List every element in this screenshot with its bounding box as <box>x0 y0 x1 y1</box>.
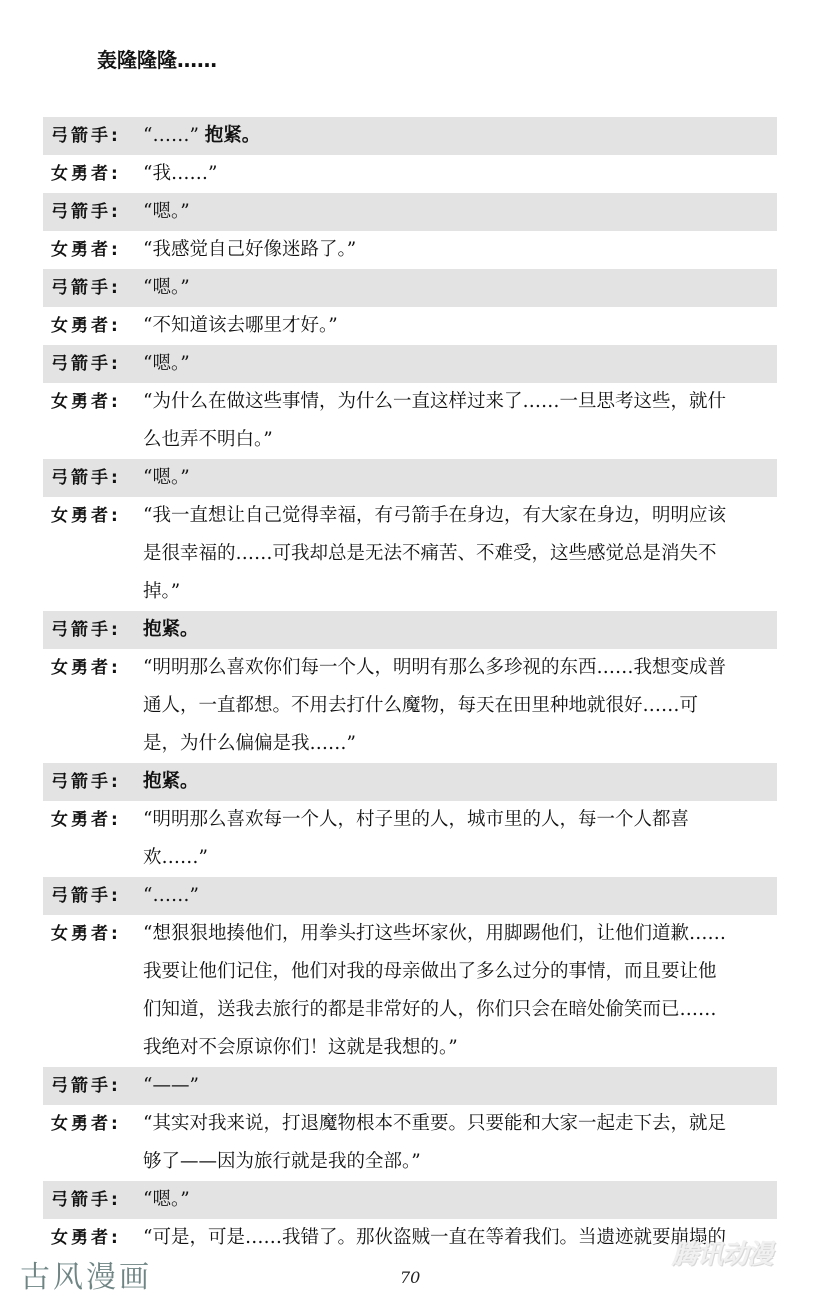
speech-line-text: “明明那么喜欢每一个人，村子里的人，城市里的人，每一个人都喜 <box>143 809 689 830</box>
speech-line <box>143 845 769 871</box>
scene-sound-effect: 轰隆隆隆…… <box>97 48 217 72</box>
speaker-label: 弓箭手: <box>51 772 121 792</box>
speaker-label: 女勇者: <box>51 240 121 260</box>
speech-line <box>143 275 769 301</box>
dialogue-row-heroine <box>43 1105 777 1181</box>
speaker-label: 弓箭手: <box>51 354 121 374</box>
speech-text <box>143 389 777 453</box>
speech-line <box>143 997 769 1023</box>
speech-line-text: 么也弄不明白。” <box>143 429 273 450</box>
speech-text <box>143 807 777 871</box>
speech-line <box>143 1111 769 1137</box>
speech-line <box>143 883 769 909</box>
speech-text <box>143 1187 777 1213</box>
speech-line-text: “——” <box>143 1075 199 1096</box>
speech-line <box>143 1035 769 1061</box>
speaker-label: 弓箭手: <box>51 468 121 488</box>
speech-text <box>143 769 777 795</box>
speech-line <box>143 351 769 377</box>
speaker-label: 弓箭手: <box>51 1190 121 1210</box>
speech-line-text: “可是，可是……我错了。那伙盗贼一直在等着我们。当遗迹就要崩塌的 <box>143 1227 726 1248</box>
speaker-label: 女勇者: <box>51 164 121 184</box>
speech-line-text: “我一直想让自己觉得幸福，有弓箭手在身边，有大家在身边，明明应该 <box>143 505 726 526</box>
speech-line-text: “嗯。” <box>143 467 190 488</box>
speech-line <box>143 237 769 263</box>
dialogue-list <box>43 117 777 1257</box>
speech-line <box>143 503 769 529</box>
speaker-label: 弓箭手: <box>51 278 121 298</box>
speech-line <box>143 731 769 757</box>
speech-text <box>143 883 777 909</box>
speaker-label: 女勇者: <box>51 810 121 830</box>
speech-text <box>143 921 777 1061</box>
stage-action: 抱紧。 <box>204 125 261 146</box>
speech-line-text: “想狠狠地揍他们，用拳头打这些坏家伙，用脚踢他们，让他们道歉…… <box>143 923 726 944</box>
speech-line <box>143 199 769 225</box>
speaker-label: 女勇者: <box>51 924 121 944</box>
speaker-label: 女勇者: <box>51 506 121 526</box>
speech-line-text: 通人，一直都想。不用去打什么魔物，每天在田里种地就很好……可 <box>143 695 699 716</box>
speech-text <box>143 617 777 643</box>
dialogue-row-heroine <box>43 383 777 459</box>
speech-line-text: “嗯。” <box>143 277 190 298</box>
speech-line <box>143 617 769 643</box>
speech-line <box>143 427 769 453</box>
speech-line <box>143 579 769 605</box>
speech-text <box>143 237 777 263</box>
speaker-label: 女勇者: <box>51 1114 121 1134</box>
speech-text <box>143 123 777 149</box>
speech-text <box>143 1073 777 1099</box>
speech-text <box>143 313 777 339</box>
speech-line-text: 欢……” <box>143 847 208 868</box>
stage-action: 抱紧。 <box>143 619 199 640</box>
speech-line-text: 掉。” <box>143 581 181 602</box>
speech-text <box>143 161 777 187</box>
speaker-label: 女勇者: <box>51 316 121 336</box>
speech-line-text: “为什么在做这些事情，为什么一直这样过来了……一旦思考这些，就什 <box>143 391 726 412</box>
speech-line <box>143 921 769 947</box>
dialogue-row-archer <box>43 193 777 231</box>
speech-text <box>143 351 777 377</box>
speech-line <box>143 313 769 339</box>
speech-line <box>143 123 769 149</box>
speaker-label: 女勇者: <box>51 1228 121 1248</box>
speech-line <box>143 807 769 833</box>
speech-line-text: “嗯。” <box>143 353 190 374</box>
speech-line-text: “嗯。” <box>143 1189 190 1210</box>
dialogue-row-heroine <box>43 649 777 763</box>
stage-action: 抱紧。 <box>143 771 199 792</box>
dialogue-row-heroine <box>43 1219 777 1257</box>
speech-line-text: 是很幸福的……可我却总是无法不痛苦、不难受，这些感觉总是消失不 <box>143 543 717 564</box>
speech-line-text: “我……” <box>143 163 218 184</box>
speech-line <box>143 1149 769 1175</box>
dialogue-row-archer <box>43 1181 777 1219</box>
speech-line-text: “……” <box>143 125 205 146</box>
dialogue-row-archer <box>43 877 777 915</box>
dialogue-row-heroine <box>43 801 777 877</box>
speech-line-text: 够了——因为旅行就是我的全部。” <box>143 1151 421 1172</box>
dialogue-row-heroine <box>43 155 777 193</box>
speech-line-text: 我绝对不会原谅你们！这就是我想的。” <box>143 1037 458 1058</box>
speaker-label: 弓箭手: <box>51 1076 121 1096</box>
speech-text <box>143 1111 777 1175</box>
speaker-label: 弓箭手: <box>51 620 121 640</box>
speech-line <box>143 693 769 719</box>
dialogue-row-archer <box>43 117 777 155</box>
dialogue-row-archer <box>43 269 777 307</box>
dialogue-row-archer <box>43 1067 777 1105</box>
dialogue-row-archer <box>43 763 777 801</box>
dialogue-row-heroine <box>43 915 777 1067</box>
dialogue-row-archer <box>43 345 777 383</box>
speaker-label: 弓箭手: <box>51 126 121 146</box>
speech-line-text: “其实对我来说，打退魔物根本不重要。只要能和大家一起走下去，就足 <box>143 1113 726 1134</box>
page-number: 70 <box>400 1268 421 1287</box>
dialogue-row-archer <box>43 611 777 649</box>
speech-text <box>143 503 777 605</box>
dialogue-row-heroine <box>43 497 777 611</box>
speech-line <box>143 959 769 985</box>
speech-line-text: “我感觉自己好像迷路了。” <box>143 239 357 260</box>
dialogue-row-heroine <box>43 231 777 269</box>
speech-text <box>143 655 777 757</box>
speech-line-text: “明明那么喜欢你们每一个人，明明有那么多珍视的东西……我想变成普 <box>143 657 726 678</box>
speech-line <box>143 1187 769 1213</box>
speech-line <box>143 655 769 681</box>
speech-line-text: “不知道该去哪里才好。” <box>143 315 338 336</box>
speaker-label: 弓箭手: <box>51 886 121 906</box>
speech-text <box>143 275 777 301</box>
site-logo: 古风漫画 <box>20 1260 152 1295</box>
speech-line-text: “……” <box>143 885 199 906</box>
speech-text <box>143 199 777 225</box>
speech-line <box>143 769 769 795</box>
speech-line-text: 是，为什么偏偏是我……” <box>143 733 356 754</box>
speech-line <box>143 389 769 415</box>
dialogue-row-archer <box>43 459 777 497</box>
publisher-watermark: 腾讯动漫 <box>672 1240 773 1270</box>
speaker-label: 女勇者: <box>51 658 121 678</box>
speaker-label: 弓箭手: <box>51 202 121 222</box>
speech-line-text: “嗯。” <box>143 201 190 222</box>
speaker-label: 女勇者: <box>51 392 121 412</box>
speech-line <box>143 465 769 491</box>
speech-text <box>143 465 777 491</box>
speech-line-text: 我要让他们记住，他们对我的母亲做出了多么过分的事情，而且要让他 <box>143 961 717 982</box>
speech-line <box>143 1073 769 1099</box>
dialogue-row-heroine <box>43 307 777 345</box>
speech-line <box>143 161 769 187</box>
speech-line-text: 们知道，送我去旅行的都是非常好的人，你们只会在暗处偷笑而已…… <box>143 999 717 1020</box>
speech-line <box>143 541 769 567</box>
